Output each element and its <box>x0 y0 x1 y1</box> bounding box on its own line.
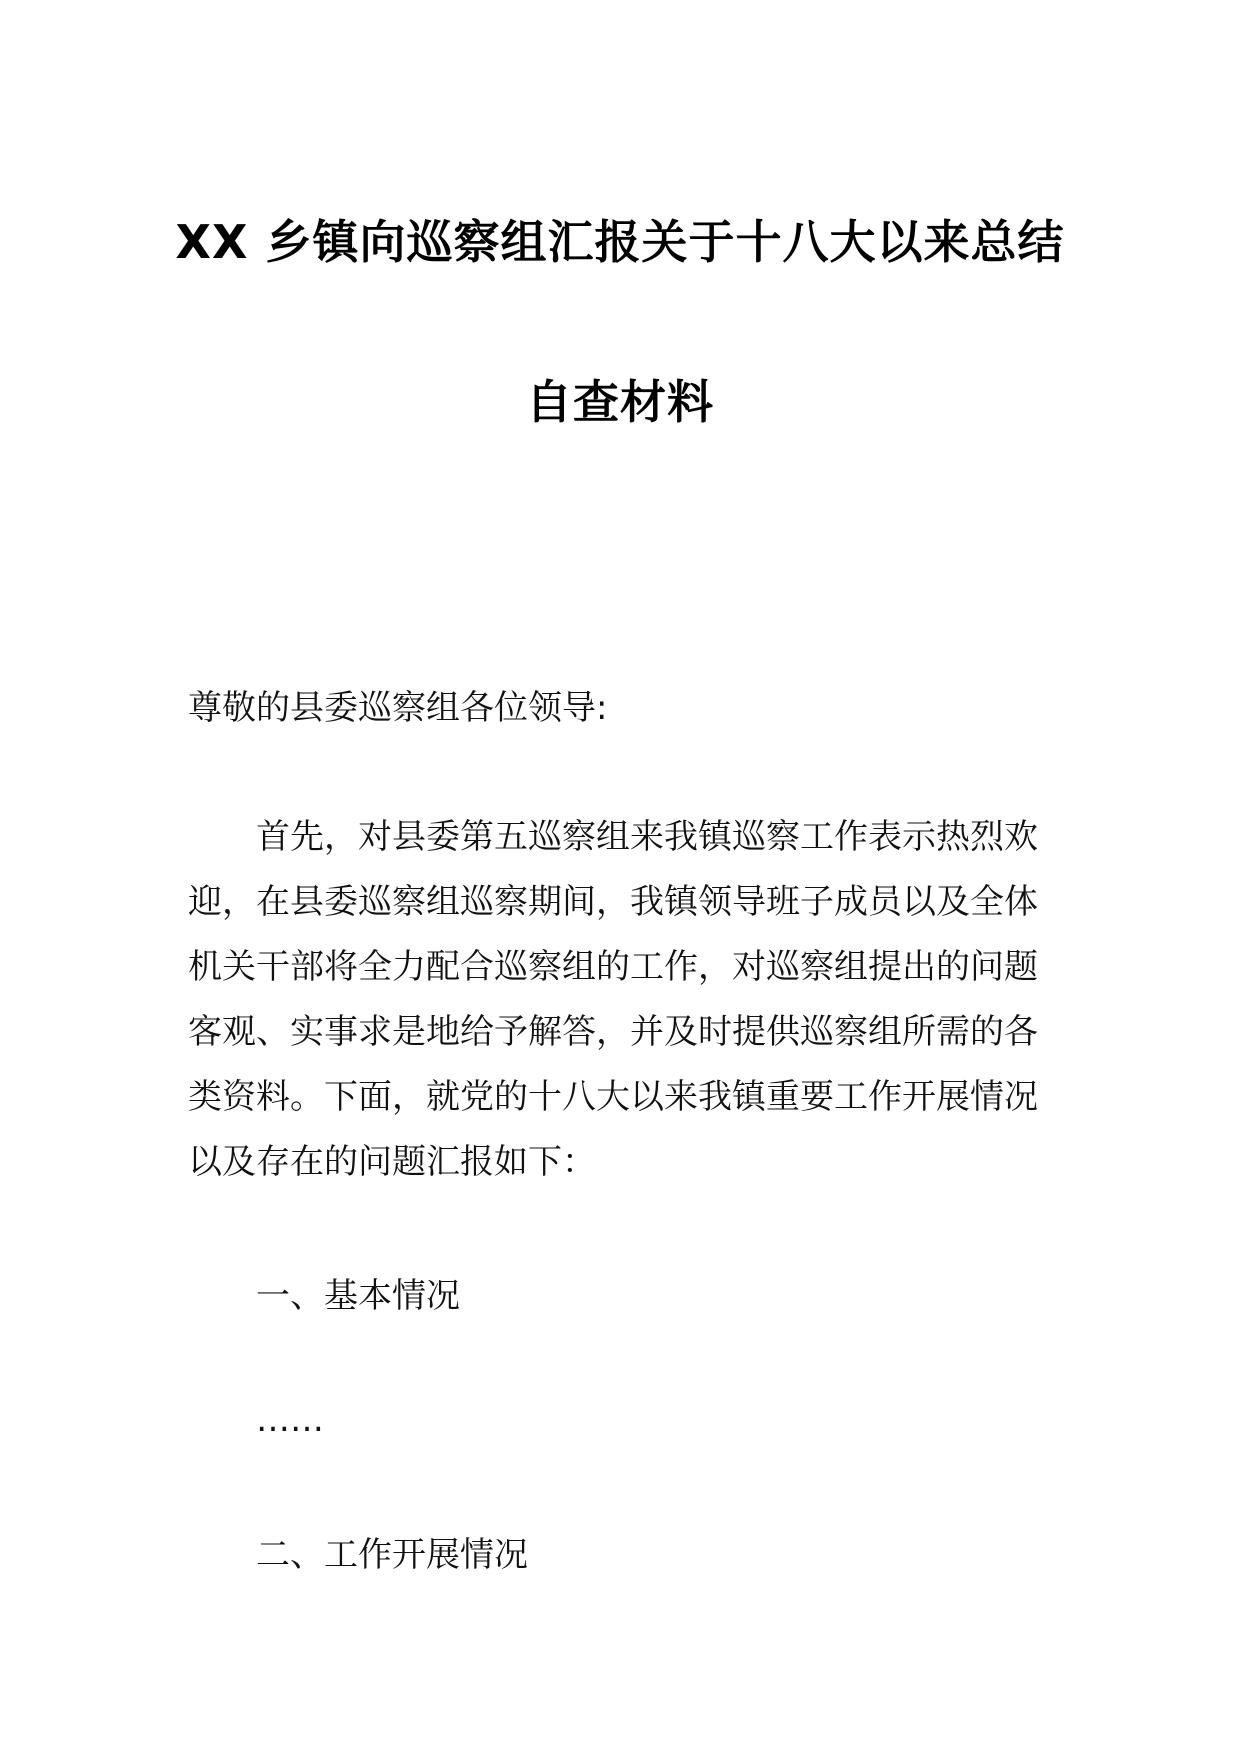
section-heading-basic-situation: 一、基本情况 <box>256 1276 460 1316</box>
section-placeholder-ellipsis: …… <box>256 1400 324 1440</box>
section-heading-work-progress: 二、工作开展情况 <box>256 1535 528 1575</box>
intro-paragraph: 首先，对县委第五巡察组来我镇巡察工作表示热烈欢迎，在县委巡察组巡察期间，我镇领导班子成员以及全体机关干部将全力配合巡察组的工作，对巡察组提出的问题客观、实事求是地给予解答，并及时提供巡察组所需的各类资料。下面，就党的十八大以来我镇重要工作开展情况以及存在的问题汇报如下： <box>188 817 1038 1182</box>
document-title-line1: XX 乡镇向巡察组汇报关于十八大以来总结 <box>175 215 1065 269</box>
salutation: 尊敬的县委巡察组各位领导: <box>188 688 608 728</box>
document-title-line2: 自查材料 <box>526 375 714 429</box>
